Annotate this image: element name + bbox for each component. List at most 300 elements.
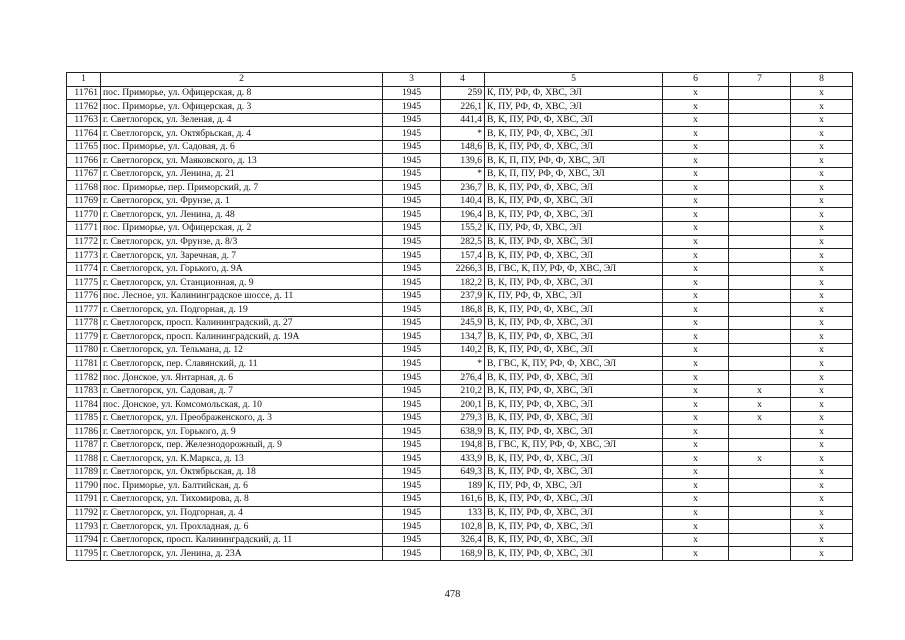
col-header-7: 7 [729,73,791,87]
cell-col8: x [791,249,853,263]
cell-services: В, К, ПУ, РФ, Ф, ХВС, ЭЛ [485,452,663,466]
cell-col7 [729,167,791,181]
cell-col8: x [791,140,853,154]
col-header-5: 5 [485,73,663,87]
registry-table [66,72,853,561]
cell-address: г. Светлогорск, ул. Октябрьская, д. 4 [101,127,383,141]
cell-year: 1945 [383,140,441,154]
cell-col6: x [663,113,729,127]
table-row [67,222,853,236]
cell-col6: x [663,506,729,520]
cell-year: 1945 [383,194,441,208]
cell-year: 1945 [383,222,441,236]
table-row [67,316,853,330]
cell-col8: x [791,208,853,222]
cell-year: 1945 [383,425,441,439]
cell-year: 1945 [383,384,441,398]
cell-address: г. Светлогорск, ул. Станционная, д. 9 [101,276,383,290]
cell-address: г. Светлогорск, ул. Подгорная, д. 19 [101,303,383,317]
cell-col6: x [663,316,729,330]
cell-col6: x [663,533,729,547]
cell-col7 [729,425,791,439]
col-header-2: 2 [101,73,383,87]
cell-area: * [441,357,485,371]
cell-col8: x [791,371,853,385]
cell-year: 1945 [383,208,441,222]
cell-col8: x [791,411,853,425]
cell-col8: x [791,86,853,100]
cell-col6: x [663,343,729,357]
cell-record-id: 11785 [67,411,101,425]
table-row [67,465,853,479]
cell-col8: x [791,357,853,371]
col-header-4: 4 [441,73,485,87]
cell-record-id: 11774 [67,262,101,276]
cell-address: г. Светлогорск, ул. Горького, д. 9А [101,262,383,276]
cell-address: пос. Приморье, ул. Балтийская, д. 6 [101,479,383,493]
cell-area: 276,4 [441,371,485,385]
cell-record-id: 11777 [67,303,101,317]
cell-area: 148,6 [441,140,485,154]
cell-area: 189 [441,479,485,493]
cell-col8: x [791,154,853,168]
cell-address: г. Светлогорск, ул. Тихомирова, д. 8 [101,492,383,506]
cell-record-id: 11766 [67,154,101,168]
cell-address: пос. Донское, ул. Янтарная, д. 6 [101,371,383,385]
cell-record-id: 11773 [67,249,101,263]
cell-col7 [729,357,791,371]
table-row [67,262,853,276]
table-row [67,533,853,547]
cell-year: 1945 [383,100,441,114]
cell-col7 [729,140,791,154]
table-row [67,343,853,357]
cell-services: В, К, П, ПУ, РФ, Ф, ХВС, ЭЛ [485,167,663,181]
cell-col7 [729,194,791,208]
cell-col6: x [663,127,729,141]
cell-col7 [729,547,791,561]
cell-record-id: 11787 [67,438,101,452]
cell-area: 282,5 [441,235,485,249]
cell-record-id: 11763 [67,113,101,127]
cell-area: 155,2 [441,222,485,236]
cell-col6: x [663,384,729,398]
cell-address: г. Светлогорск, ул. Ленина, д. 21 [101,167,383,181]
table-row [67,154,853,168]
cell-col8: x [791,330,853,344]
cell-record-id: 11767 [67,167,101,181]
cell-address: г. Светлогорск, ул. Горького, д. 9 [101,425,383,439]
cell-year: 1945 [383,289,441,303]
cell-address: г. Светлогорск, ул. Фрунзе, д. 1 [101,194,383,208]
cell-col7: x [729,411,791,425]
cell-year: 1945 [383,547,441,561]
cell-year: 1945 [383,506,441,520]
cell-year: 1945 [383,479,441,493]
cell-year: 1945 [383,371,441,385]
cell-services: В, К, ПУ, РФ, Ф, ХВС, ЭЛ [485,411,663,425]
cell-record-id: 11789 [67,465,101,479]
cell-address: г. Светлогорск, ул. Подгорная, д. 4 [101,506,383,520]
table-row [67,384,853,398]
table-row [67,167,853,181]
cell-services: К, ПУ, РФ, Ф, ХВС, ЭЛ [485,479,663,493]
cell-address: г. Светлогорск, пер. Славянский, д. 11 [101,357,383,371]
col-header-6: 6 [663,73,729,87]
cell-col8: x [791,452,853,466]
cell-col6: x [663,86,729,100]
cell-area: 182,2 [441,276,485,290]
cell-col8: x [791,533,853,547]
table-row [67,140,853,154]
cell-area: 194,8 [441,438,485,452]
cell-year: 1945 [383,113,441,127]
cell-address: г. Светлогорск, ул. Садовая, д. 7 [101,384,383,398]
cell-col7 [729,276,791,290]
col-header-1: 1 [67,73,101,87]
cell-services: В, К, ПУ, РФ, Ф, ХВС, ЭЛ [485,425,663,439]
cell-year: 1945 [383,343,441,357]
cell-services: В, К, ПУ, РФ, Ф, ХВС, ЭЛ [485,533,663,547]
cell-services: В, К, ПУ, РФ, Ф, ХВС, ЭЛ [485,384,663,398]
cell-year: 1945 [383,357,441,371]
cell-services: К, ПУ, РФ, Ф, ХВС, ЭЛ [485,100,663,114]
table-row [67,289,853,303]
cell-col6: x [663,330,729,344]
cell-col7 [729,343,791,357]
cell-services: В, К, ПУ, РФ, Ф, ХВС, ЭЛ [485,398,663,412]
cell-record-id: 11786 [67,425,101,439]
cell-col8: x [791,303,853,317]
table-row [67,303,853,317]
cell-address: г. Светлогорск, ул. Преображенского, д. 3 [101,411,383,425]
cell-record-id: 11790 [67,479,101,493]
cell-col8: x [791,343,853,357]
cell-col8: x [791,438,853,452]
cell-year: 1945 [383,398,441,412]
cell-record-id: 11772 [67,235,101,249]
table-row [67,492,853,506]
table-row [67,194,853,208]
cell-record-id: 11794 [67,533,101,547]
cell-record-id: 11779 [67,330,101,344]
table-row [67,438,853,452]
cell-area: 200,1 [441,398,485,412]
table-row [67,113,853,127]
table-row [67,249,853,263]
cell-col6: x [663,465,729,479]
cell-address: г. Светлогорск, просп. Калининградский, д. 19А [101,330,383,344]
cell-services: В, К, ПУ, РФ, Ф, ХВС, ЭЛ [485,249,663,263]
cell-record-id: 11792 [67,506,101,520]
cell-area: 157,4 [441,249,485,263]
cell-col8: x [791,547,853,561]
cell-record-id: 11765 [67,140,101,154]
cell-col7 [729,438,791,452]
cell-services: В, К, ПУ, РФ, Ф, ХВС, ЭЛ [485,371,663,385]
cell-services: В, ГВС, К, ПУ, РФ, Ф, ХВС, ЭЛ [485,438,663,452]
cell-year: 1945 [383,154,441,168]
cell-col6: x [663,438,729,452]
cell-col7 [729,222,791,236]
table-row [67,398,853,412]
cell-area: 186,8 [441,303,485,317]
cell-col8: x [791,492,853,506]
cell-year: 1945 [383,303,441,317]
cell-address: г. Светлогорск, ул. К.Маркса, д. 13 [101,452,383,466]
table-row [67,127,853,141]
cell-services: К, ПУ, РФ, Ф, ХВС, ЭЛ [485,86,663,100]
cell-record-id: 11769 [67,194,101,208]
cell-col8: x [791,194,853,208]
cell-col6: x [663,235,729,249]
cell-record-id: 11788 [67,452,101,466]
cell-area: 245,9 [441,316,485,330]
table-row [67,479,853,493]
cell-address: г. Светлогорск, ул. Зеленая, д. 4 [101,113,383,127]
cell-services: В, ГВС, К, ПУ, РФ, Ф, ХВС, ЭЛ [485,262,663,276]
cell-area: 326,4 [441,533,485,547]
cell-col7 [729,465,791,479]
cell-services: В, К, ПУ, РФ, Ф, ХВС, ЭЛ [485,181,663,195]
cell-services: В, К, П, ПУ, РФ, Ф, ХВС, ЭЛ [485,154,663,168]
cell-address: пос. Приморье, ул. Садовая, д. 6 [101,140,383,154]
table-row [67,86,853,100]
cell-year: 1945 [383,262,441,276]
table-row [67,208,853,222]
cell-record-id: 11791 [67,492,101,506]
cell-col7 [729,249,791,263]
cell-col7 [729,289,791,303]
cell-record-id: 11783 [67,384,101,398]
cell-col7 [729,533,791,547]
cell-address: пос. Приморье, ул. Офицерская, д. 8 [101,86,383,100]
cell-address: г. Светлогорск, ул. Октябрьская, д. 18 [101,465,383,479]
cell-col7 [729,479,791,493]
cell-year: 1945 [383,438,441,452]
cell-record-id: 11781 [67,357,101,371]
cell-address: г. Светлогорск, ул. Маяковского, д. 13 [101,154,383,168]
cell-year: 1945 [383,167,441,181]
table-row [67,506,853,520]
cell-address: г. Светлогорск, просп. Калининградский, д. 11 [101,533,383,547]
cell-col7 [729,262,791,276]
table-row [67,100,853,114]
cell-col7 [729,303,791,317]
cell-col6: x [663,276,729,290]
cell-services: В, К, ПУ, РФ, Ф, ХВС, ЭЛ [485,492,663,506]
cell-col7 [729,127,791,141]
cell-year: 1945 [383,492,441,506]
cell-area: 210,2 [441,384,485,398]
cell-record-id: 11784 [67,398,101,412]
col-header-8: 8 [791,73,853,87]
cell-col6: x [663,100,729,114]
cell-col7 [729,371,791,385]
cell-services: В, К, ПУ, РФ, Ф, ХВС, ЭЛ [485,547,663,561]
cell-record-id: 11761 [67,86,101,100]
cell-services: В, К, ПУ, РФ, Ф, ХВС, ЭЛ [485,343,663,357]
cell-col6: x [663,289,729,303]
cell-col6: x [663,547,729,561]
cell-address: г. Светлогорск, ул. Заречная, д. 7 [101,249,383,263]
cell-col8: x [791,398,853,412]
cell-col8: x [791,235,853,249]
cell-col7 [729,330,791,344]
cell-year: 1945 [383,452,441,466]
table-row [67,411,853,425]
cell-col7 [729,86,791,100]
cell-address: пос. Приморье, ул. Офицерская, д. 3 [101,100,383,114]
cell-services: В, К, ПУ, РФ, Ф, ХВС, ЭЛ [485,316,663,330]
cell-record-id: 11793 [67,520,101,534]
cell-area: 433,9 [441,452,485,466]
table-row [67,452,853,466]
cell-address: г. Светлогорск, ул. Ленина, д. 23А [101,547,383,561]
cell-address: г. Светлогорск, пер. Железнодорожный, д. 9 [101,438,383,452]
cell-col6: x [663,411,729,425]
cell-area: 236,7 [441,181,485,195]
cell-services: В, К, ПУ, РФ, Ф, ХВС, ЭЛ [485,276,663,290]
cell-col8: x [791,316,853,330]
cell-record-id: 11771 [67,222,101,236]
cell-area: * [441,127,485,141]
cell-area: 649,3 [441,465,485,479]
cell-address: пос. Лесное, ул. Калининградское шоссе, д. 11 [101,289,383,303]
cell-area: 161,6 [441,492,485,506]
cell-area: 279,3 [441,411,485,425]
cell-area: 140,2 [441,343,485,357]
cell-record-id: 11782 [67,371,101,385]
cell-record-id: 11770 [67,208,101,222]
cell-col8: x [791,127,853,141]
cell-record-id: 11778 [67,316,101,330]
cell-year: 1945 [383,465,441,479]
cell-services: В, К, ПУ, РФ, Ф, ХВС, ЭЛ [485,235,663,249]
table-row [67,235,853,249]
cell-area: 168,9 [441,547,485,561]
cell-address: г. Светлогорск, ул. Ленина, д. 48 [101,208,383,222]
cell-col8: x [791,276,853,290]
cell-address: пос. Приморье, ул. Офицерская, д. 2 [101,222,383,236]
table-row [67,276,853,290]
table-row [67,520,853,534]
cell-services: В, К, ПУ, РФ, Ф, ХВС, ЭЛ [485,465,663,479]
cell-year: 1945 [383,330,441,344]
cell-col8: x [791,100,853,114]
cell-col7: x [729,398,791,412]
cell-services: В, К, ПУ, РФ, Ф, ХВС, ЭЛ [485,303,663,317]
cell-services: В, К, ПУ, РФ, Ф, ХВС, ЭЛ [485,194,663,208]
cell-record-id: 11780 [67,343,101,357]
cell-col7: x [729,384,791,398]
table-row [67,181,853,195]
cell-services: В, К, ПУ, РФ, Ф, ХВС, ЭЛ [485,520,663,534]
cell-year: 1945 [383,127,441,141]
cell-services: В, К, ПУ, РФ, Ф, ХВС, ЭЛ [485,208,663,222]
cell-col8: x [791,425,853,439]
cell-area: 237,9 [441,289,485,303]
cell-col7: x [729,452,791,466]
cell-col6: x [663,262,729,276]
cell-col8: x [791,181,853,195]
cell-col7 [729,208,791,222]
cell-area: 133 [441,506,485,520]
cell-services: К, ПУ, РФ, Ф, ХВС, ЭЛ [485,289,663,303]
cell-col8: x [791,167,853,181]
cell-year: 1945 [383,249,441,263]
cell-address: г. Светлогорск, просп. Калининградский, д. 27 [101,316,383,330]
cell-record-id: 11768 [67,181,101,195]
cell-services: В, К, ПУ, РФ, Ф, ХВС, ЭЛ [485,506,663,520]
cell-col7 [729,316,791,330]
page-number: 478 [444,589,461,600]
cell-col6: x [663,222,729,236]
cell-year: 1945 [383,316,441,330]
cell-col7 [729,492,791,506]
cell-col8: x [791,479,853,493]
cell-year: 1945 [383,533,441,547]
cell-record-id: 11795 [67,547,101,561]
cell-col6: x [663,425,729,439]
cell-col7 [729,520,791,534]
table-body [67,86,853,560]
cell-col7 [729,506,791,520]
cell-record-id: 11762 [67,100,101,114]
cell-col8: x [791,520,853,534]
cell-record-id: 11775 [67,276,101,290]
cell-area: 2266,3 [441,262,485,276]
cell-area: 134,7 [441,330,485,344]
cell-col8: x [791,289,853,303]
cell-col6: x [663,154,729,168]
cell-year: 1945 [383,411,441,425]
cell-address: г. Светлогорск, ул. Фрунзе, д. 8/3 [101,235,383,249]
cell-services: К, ПУ, РФ, Ф, ХВС, ЭЛ [485,222,663,236]
header-row [67,73,853,87]
cell-area: 139,6 [441,154,485,168]
cell-col7 [729,154,791,168]
cell-col6: x [663,140,729,154]
cell-area: 140,4 [441,194,485,208]
cell-services: В, К, ПУ, РФ, Ф, ХВС, ЭЛ [485,127,663,141]
cell-col6: x [663,249,729,263]
cell-area: 638,9 [441,425,485,439]
cell-address: г. Светлогорск, ул. Прохладная, д. 6 [101,520,383,534]
cell-year: 1945 [383,276,441,290]
cell-area: * [441,167,485,181]
cell-address: пос. Донское, ул. Комсомольская, д. 10 [101,398,383,412]
cell-col7 [729,181,791,195]
cell-col6: x [663,194,729,208]
cell-col8: x [791,222,853,236]
cell-area: 196,4 [441,208,485,222]
cell-record-id: 11764 [67,127,101,141]
cell-col6: x [663,479,729,493]
cell-area: 102,8 [441,520,485,534]
cell-record-id: 11776 [67,289,101,303]
cell-col6: x [663,520,729,534]
cell-services: В, К, ПУ, РФ, Ф, ХВС, ЭЛ [485,330,663,344]
cell-col6: x [663,181,729,195]
cell-year: 1945 [383,520,441,534]
cell-col6: x [663,371,729,385]
cell-year: 1945 [383,181,441,195]
cell-col6: x [663,452,729,466]
cell-col6: x [663,398,729,412]
cell-col6: x [663,167,729,181]
cell-col6: x [663,303,729,317]
